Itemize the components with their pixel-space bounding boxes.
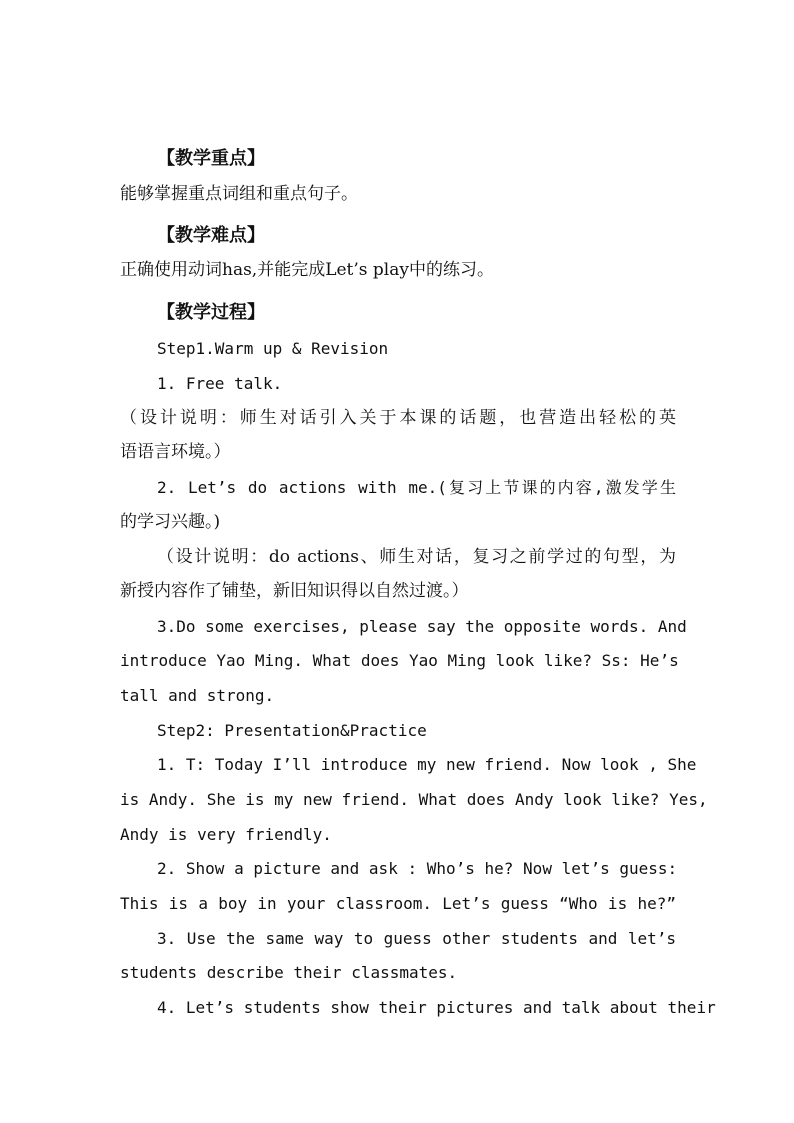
step2-title: Step2: Presentation&Practice [157, 721, 427, 740]
key-points-text: 能够掌握重点词组和重点句子。 [120, 184, 358, 204]
step1-item1: 1. Free talk. [157, 374, 283, 393]
difficulties-text: 正确使用动词has,并能完成Let’s play中的练习。 [120, 260, 494, 280]
step2-item3-line1: 3. Use the same way to guess other students and let’s [157, 929, 676, 948]
step1-item3-line3: tall and strong. [120, 686, 275, 705]
step1-item3-line1: 3.Do some exercises, please say the opposite words. And [157, 617, 687, 636]
design-note-1-line2: 语语言环境。） [120, 442, 231, 462]
design-note-2-line1: （设计说明：do actions、师生对话，复习之前学过的句型，为 [157, 547, 676, 567]
design-note-1-line1: （设计说明：师生对话引入关于本课的话题，也营造出轻松的英 [120, 408, 676, 428]
step2-item2-line1: 2. Show a picture and ask : Who’s he? Now let’s guess: [157, 859, 678, 878]
heading-teaching-key-points: 【教学重点】 [157, 148, 265, 169]
step1-item3-line2: introduce Yao Ming. What does Yao Ming look like? Ss: He’s [120, 651, 679, 670]
step1-title: Step1.Warm up & Revision [157, 339, 389, 358]
step2-item1-line1: 1. T: Today I’ll introduce my new friend. Now look , She [157, 755, 697, 774]
step1-item2-line2: 的学习兴趣。) [120, 512, 221, 532]
step2-item2-line2: This is a boy in your classroom. Let’s guess “Who is he?” [120, 894, 676, 913]
step1-item2-line1: 2. Let’s do actions with me.(复习上节课的内容,激发学生 [157, 478, 676, 497]
step2-item4-line1: 4. Let’s students show their pictures and talk about their [157, 998, 716, 1017]
heading-teaching-difficulties: 【教学难点】 [157, 225, 265, 246]
step2-item3-line2: students describe their classmates. [120, 963, 458, 982]
heading-teaching-process: 【教学过程】 [157, 302, 265, 323]
step2-item1-line3: Andy is very friendly. [120, 825, 332, 844]
design-note-2-line2: 新授内容作了铺垫，新旧知识得以自然过渡。） [120, 581, 469, 601]
step2-item1-line2: is Andy. She is my new friend. What does Andy look like? Yes, [120, 790, 708, 809]
